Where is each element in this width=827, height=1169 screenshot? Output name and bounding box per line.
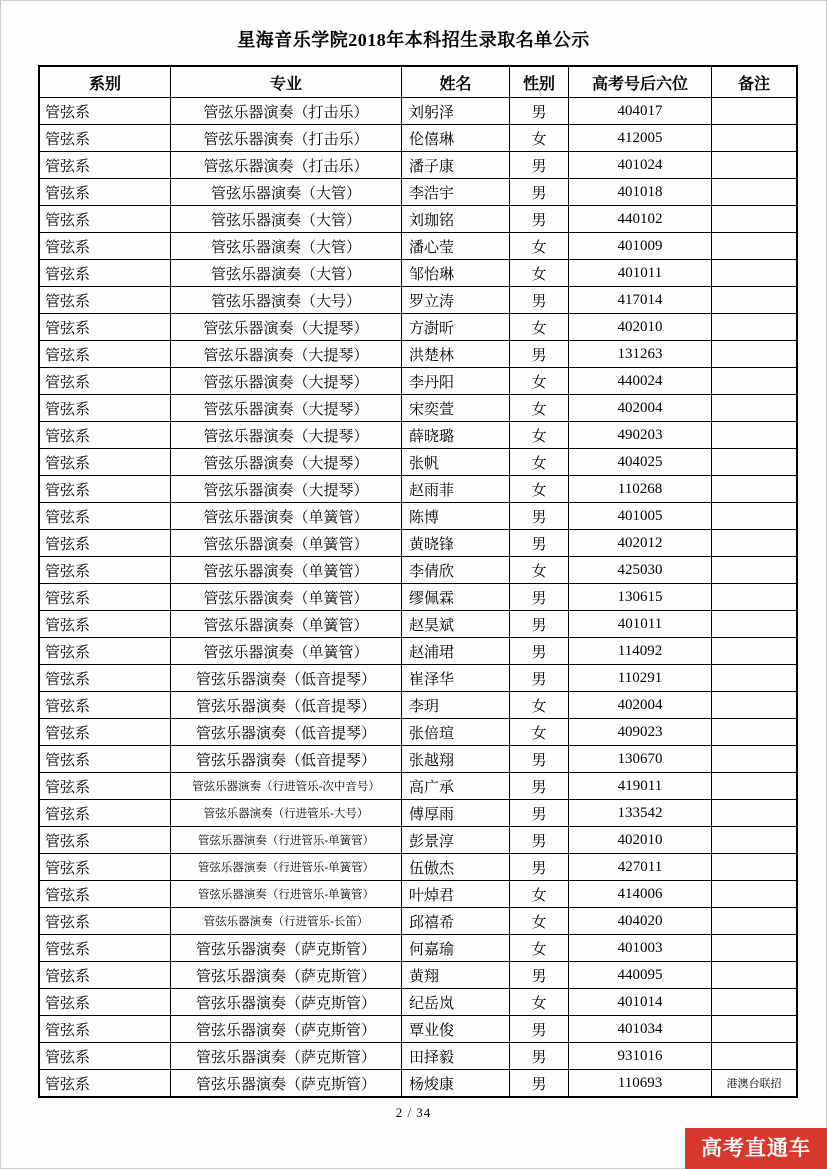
name-cell: 洪楚林 [402,341,510,368]
major-cell: 管弦乐器演奏（大管） [171,260,402,287]
column-header-0: 系别 [39,66,171,98]
name-cell: 崔泽华 [402,665,510,692]
dept-cell: 管弦系 [39,584,171,611]
exam-number-cell: 404020 [569,908,712,935]
name-cell: 宋奕萱 [402,395,510,422]
major-cell: 管弦乐器演奏（大提琴） [171,368,402,395]
remark-cell [712,719,798,746]
name-cell: 叶焯君 [402,881,510,908]
exam-number-cell: 401011 [569,260,712,287]
exam-number-cell: 133542 [569,800,712,827]
remark-cell [712,314,798,341]
dept-cell: 管弦系 [39,962,171,989]
remark-cell [712,341,798,368]
table-row [39,854,797,881]
major-cell: 管弦乐器演奏（单簧管） [171,503,402,530]
table-row [39,773,797,800]
remark-cell: 港澳台联招 [712,1070,798,1098]
exam-number-cell: 402010 [569,314,712,341]
remark-cell [712,611,798,638]
exam-number-cell: 131263 [569,341,712,368]
dept-cell: 管弦系 [39,449,171,476]
watermark-badge [685,1128,827,1169]
gender-cell: 男 [510,152,569,179]
dept-cell: 管弦系 [39,125,171,152]
remark-cell [712,881,798,908]
remark-cell [712,827,798,854]
exam-number-cell: 402004 [569,395,712,422]
name-cell: 张倍瑄 [402,719,510,746]
major-cell: 管弦乐器演奏（大提琴） [171,422,402,449]
gender-cell: 女 [510,476,569,503]
exam-number-cell: 114092 [569,638,712,665]
exam-number-cell: 130670 [569,746,712,773]
remark-cell [712,692,798,719]
major-cell: 管弦乐器演奏（打击乐） [171,152,402,179]
major-cell: 管弦乐器演奏（单簧管） [171,611,402,638]
gender-cell: 女 [510,422,569,449]
major-cell: 管弦乐器演奏（大提琴） [171,449,402,476]
gender-cell: 男 [510,98,569,125]
name-cell: 张越翔 [402,746,510,773]
gender-cell: 男 [510,611,569,638]
exam-number-cell: 401034 [569,1016,712,1043]
dept-cell: 管弦系 [39,1070,171,1098]
remark-cell [712,962,798,989]
exam-number-cell: 404025 [569,449,712,476]
exam-number-cell: 425030 [569,557,712,584]
major-cell: 管弦乐器演奏（行进管乐-次中音号） [171,773,402,800]
major-cell: 管弦乐器演奏（萨克斯管） [171,1043,402,1070]
remark-cell [712,422,798,449]
dept-cell: 管弦系 [39,827,171,854]
table-row [39,935,797,962]
major-cell: 管弦乐器演奏（低音提琴） [171,719,402,746]
remark-cell [712,233,798,260]
gender-cell: 男 [510,179,569,206]
gender-cell: 男 [510,854,569,881]
dept-cell: 管弦系 [39,98,171,125]
table-row [39,341,797,368]
dept-cell: 管弦系 [39,854,171,881]
remark-cell [712,1043,798,1070]
name-cell: 伍傲杰 [402,854,510,881]
major-cell: 管弦乐器演奏（大提琴） [171,314,402,341]
gender-cell: 女 [510,449,569,476]
gender-cell: 女 [510,233,569,260]
page-number: 2 / 34 [395,1105,432,1120]
dept-cell: 管弦系 [39,233,171,260]
dept-cell: 管弦系 [39,152,171,179]
table-row [39,368,797,395]
major-cell: 管弦乐器演奏（大提琴） [171,476,402,503]
page-title: 星海音乐学院2018年本科招生录取名单公示 [237,30,590,50]
table-row [39,557,797,584]
major-cell: 管弦乐器演奏（行进管乐-大号） [171,800,402,827]
remark-cell [712,584,798,611]
name-cell: 高广承 [402,773,510,800]
dept-cell: 管弦系 [39,638,171,665]
name-cell: 缪佩霖 [402,584,510,611]
gender-cell: 男 [510,665,569,692]
exam-number-cell: 402004 [569,692,712,719]
name-cell: 田择毅 [402,1043,510,1070]
name-cell: 潘子康 [402,152,510,179]
name-cell: 邱禧希 [402,908,510,935]
table-row [39,233,797,260]
gender-cell: 男 [510,827,569,854]
dept-cell: 管弦系 [39,368,171,395]
dept-cell: 管弦系 [39,395,171,422]
name-cell: 伦僖琳 [402,125,510,152]
major-cell: 管弦乐器演奏（行进管乐-单簧管） [171,881,402,908]
dept-cell: 管弦系 [39,773,171,800]
column-header-1: 专业 [171,66,402,98]
remark-cell [712,665,798,692]
remark-cell [712,476,798,503]
gender-cell: 男 [510,341,569,368]
major-cell: 管弦乐器演奏（低音提琴） [171,665,402,692]
table-row [39,1043,797,1070]
major-cell: 管弦乐器演奏（大提琴） [171,341,402,368]
table-row [39,719,797,746]
table-row [39,179,797,206]
gender-cell: 男 [510,287,569,314]
name-cell: 覃业俊 [402,1016,510,1043]
table-row [39,827,797,854]
exam-number-cell: 412005 [569,125,712,152]
name-cell: 陈博 [402,503,510,530]
remark-cell [712,368,798,395]
major-cell: 管弦乐器演奏（低音提琴） [171,692,402,719]
remark-cell [712,503,798,530]
gender-cell: 男 [510,962,569,989]
table-row [39,1016,797,1043]
gender-cell: 男 [510,773,569,800]
gender-cell: 女 [510,368,569,395]
dept-cell: 管弦系 [39,935,171,962]
name-cell: 赵昊斌 [402,611,510,638]
gender-cell: 女 [510,908,569,935]
table-row [39,287,797,314]
dept-cell: 管弦系 [39,1043,171,1070]
exam-number-cell: 401003 [569,935,712,962]
major-cell: 管弦乐器演奏（大提琴） [171,395,402,422]
remark-cell [712,125,798,152]
exam-number-cell: 401011 [569,611,712,638]
major-cell: 管弦乐器演奏（打击乐） [171,98,402,125]
gender-cell: 男 [510,1070,569,1098]
table-header [39,66,797,98]
exam-number-cell: 417014 [569,287,712,314]
name-cell: 纪岳岚 [402,989,510,1016]
remark-cell [712,908,798,935]
name-cell: 李丹阳 [402,368,510,395]
table-row [39,746,797,773]
remark-cell [712,152,798,179]
major-cell: 管弦乐器演奏（单簧管） [171,557,402,584]
remark-cell [712,98,798,125]
gender-cell: 女 [510,881,569,908]
admission-table [38,65,798,1098]
major-cell: 管弦乐器演奏（低音提琴） [171,746,402,773]
dept-cell: 管弦系 [39,503,171,530]
remark-cell [712,530,798,557]
dept-cell: 管弦系 [39,746,171,773]
name-cell: 黄晓锋 [402,530,510,557]
exam-number-cell: 419011 [569,773,712,800]
table-body [39,98,797,1098]
exam-number-cell: 130615 [569,584,712,611]
name-cell: 赵浦珺 [402,638,510,665]
remark-cell [712,557,798,584]
major-cell: 管弦乐器演奏（单簧管） [171,530,402,557]
dept-cell: 管弦系 [39,611,171,638]
dept-cell: 管弦系 [39,557,171,584]
gender-cell: 女 [510,935,569,962]
dept-cell: 管弦系 [39,800,171,827]
gender-cell: 男 [510,638,569,665]
gender-cell: 女 [510,989,569,1016]
dept-cell: 管弦系 [39,530,171,557]
dept-cell: 管弦系 [39,476,171,503]
gender-cell: 男 [510,503,569,530]
dept-cell: 管弦系 [39,314,171,341]
gender-cell: 男 [510,1016,569,1043]
major-cell: 管弦乐器演奏（大号） [171,287,402,314]
gender-cell: 女 [510,395,569,422]
gender-cell: 女 [510,314,569,341]
major-cell: 管弦乐器演奏（行进管乐-单簧管） [171,827,402,854]
table-row [39,98,797,125]
remark-cell [712,854,798,881]
page-footer [38,1105,789,1121]
remark-cell [712,287,798,314]
gender-cell: 男 [510,1043,569,1070]
table-row [39,125,797,152]
name-cell: 邹怡琳 [402,260,510,287]
table-row [39,260,797,287]
table-row [39,881,797,908]
name-cell: 刘躬泽 [402,98,510,125]
header-row [39,66,797,98]
dept-cell: 管弦系 [39,260,171,287]
gender-cell: 女 [510,719,569,746]
name-cell: 刘珈铭 [402,206,510,233]
dept-cell: 管弦系 [39,989,171,1016]
name-cell: 方澍昕 [402,314,510,341]
column-header-4: 高考号后六位 [569,66,712,98]
exam-number-cell: 110693 [569,1070,712,1098]
dept-cell: 管弦系 [39,422,171,449]
gender-cell: 男 [510,206,569,233]
exam-number-cell: 490203 [569,422,712,449]
column-header-3: 性别 [510,66,569,98]
dept-cell: 管弦系 [39,908,171,935]
major-cell: 管弦乐器演奏（单簧管） [171,638,402,665]
name-cell: 黄翔 [402,962,510,989]
exam-number-cell: 440024 [569,368,712,395]
major-cell: 管弦乐器演奏（萨克斯管） [171,989,402,1016]
gender-cell: 男 [510,800,569,827]
remark-cell [712,638,798,665]
table-row [39,800,797,827]
major-cell: 管弦乐器演奏（行进管乐-长笛） [171,908,402,935]
name-cell: 罗立涛 [402,287,510,314]
table-row [39,503,797,530]
name-cell: 何嘉瑜 [402,935,510,962]
name-cell: 傅厚雨 [402,800,510,827]
table-row [39,449,797,476]
major-cell: 管弦乐器演奏（打击乐） [171,125,402,152]
watermark-text: 高考直通车 [701,1137,811,1160]
table-row [39,584,797,611]
gender-cell: 男 [510,746,569,773]
exam-number-cell: 402010 [569,827,712,854]
remark-cell [712,449,798,476]
name-cell: 彭景淳 [402,827,510,854]
remark-cell [712,395,798,422]
major-cell: 管弦乐器演奏（大管） [171,206,402,233]
remark-cell [712,206,798,233]
name-cell: 杨焌康 [402,1070,510,1098]
dept-cell: 管弦系 [39,692,171,719]
table-row [39,530,797,557]
dept-cell: 管弦系 [39,881,171,908]
column-header-5: 备注 [712,66,798,98]
exam-number-cell: 402012 [569,530,712,557]
dept-cell: 管弦系 [39,719,171,746]
gender-cell: 男 [510,530,569,557]
exam-number-cell: 401024 [569,152,712,179]
table-row [39,314,797,341]
remark-cell [712,773,798,800]
dept-cell: 管弦系 [39,287,171,314]
exam-number-cell: 401009 [569,233,712,260]
remark-cell [712,989,798,1016]
name-cell: 潘心莹 [402,233,510,260]
major-cell: 管弦乐器演奏（萨克斯管） [171,1016,402,1043]
gender-cell: 女 [510,692,569,719]
table-row [39,206,797,233]
dept-cell: 管弦系 [39,665,171,692]
table-row [39,638,797,665]
table-row [39,989,797,1016]
dept-cell: 管弦系 [39,1016,171,1043]
exam-number-cell: 440095 [569,962,712,989]
table-row [39,665,797,692]
exam-number-cell: 409023 [569,719,712,746]
exam-number-cell: 110291 [569,665,712,692]
major-cell: 管弦乐器演奏（萨克斯管） [171,962,402,989]
major-cell: 管弦乐器演奏（大管） [171,179,402,206]
table-row [39,152,797,179]
major-cell: 管弦乐器演奏（单簧管） [171,584,402,611]
remark-cell [712,179,798,206]
remark-cell [712,1016,798,1043]
name-cell: 赵雨菲 [402,476,510,503]
dept-cell: 管弦系 [39,341,171,368]
dept-cell: 管弦系 [39,206,171,233]
remark-cell [712,260,798,287]
name-cell: 李倩欣 [402,557,510,584]
remark-cell [712,935,798,962]
table-row [39,395,797,422]
table-row [39,422,797,449]
exam-number-cell: 404017 [569,98,712,125]
exam-number-cell: 401005 [569,503,712,530]
major-cell: 管弦乐器演奏（萨克斯管） [171,1070,402,1098]
name-cell: 张帆 [402,449,510,476]
exam-number-cell: 427011 [569,854,712,881]
table-row [39,476,797,503]
gender-cell: 女 [510,125,569,152]
major-cell: 管弦乐器演奏（萨克斯管） [171,935,402,962]
gender-cell: 女 [510,260,569,287]
table-row [39,962,797,989]
table-row [39,908,797,935]
column-header-2: 姓名 [402,66,510,98]
exam-number-cell: 401014 [569,989,712,1016]
exam-number-cell: 931016 [569,1043,712,1070]
name-cell: 李玥 [402,692,510,719]
major-cell: 管弦乐器演奏（行进管乐-单簧管） [171,854,402,881]
gender-cell: 女 [510,557,569,584]
major-cell: 管弦乐器演奏（大管） [171,233,402,260]
table-row [39,1070,797,1098]
name-cell: 李浩宇 [402,179,510,206]
gender-cell: 男 [510,584,569,611]
exam-number-cell: 110268 [569,476,712,503]
exam-number-cell: 401018 [569,179,712,206]
exam-number-cell: 440102 [569,206,712,233]
remark-cell [712,800,798,827]
dept-cell: 管弦系 [39,179,171,206]
table-row [39,692,797,719]
name-cell: 薛晓璐 [402,422,510,449]
exam-number-cell: 414006 [569,881,712,908]
remark-cell [712,746,798,773]
table-row [39,611,797,638]
